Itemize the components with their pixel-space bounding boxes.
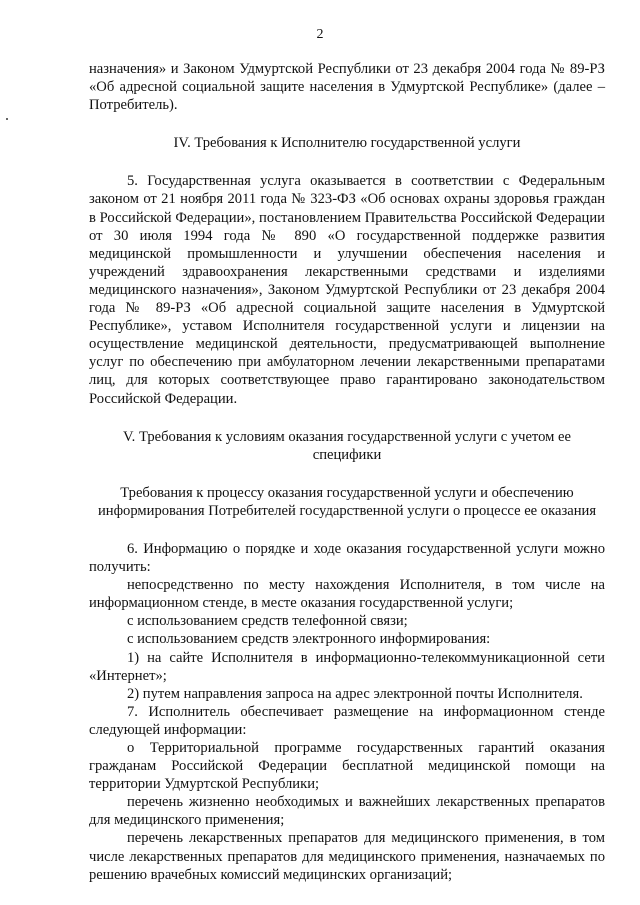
section-subheading: Требования к процессу оказания государственной услуги и обеспечению информирования Потребителей государственной услуги о процессе ее оказания (97, 484, 597, 519)
info-list-item-1: непосредственно по месту нахождения Исполнителя, в том числе на информационном стенде, в месте оказания государственной услуги; (89, 577, 605, 612)
info-list-item-3: с использованием средств электронного информирования: (127, 631, 491, 648)
info-list-item-2: с использованием средств телефонной связи; (127, 613, 408, 630)
section-heading-iv: IV. Требования к Исполнителю государственной услуги (173, 135, 521, 152)
paragraph-5: 5. Государственная услуга оказывается в соответствии с Федеральным законом от 21 ноября 2011 года № 323-ФЗ «Об основах охраны здоровья граждан в Российской Федерации», постановлением Правительства Российской Федерации от 30 июля 1994 года № 890 «О государственной поддержке развития медицинской промышленности и улучшении обеспечения населения и учреждений здравоохранения лекарственными средствами и изделиями медицинского назначения», Законом Удмуртской Республики от 23 декабря 2004 года № 89-РЗ «Об адресной социальной защите населения в Удмуртской Республике», уставом Исполнителя государственной услуги и лицензии на осуществление медицинской деятельности, предусматривающей выполнение услуг по обеспечению при амбулаторном лечении лекарственными препаратами лиц, для которых соответствующее право гарантировано законодательством Российской Федерации. (89, 173, 605, 407)
stand-info-item-1: о Территориальной программе государственных гарантий оказания гражданам Российской Федерации бесплатной медицинской помощи на территории Удмуртской Республики; (89, 740, 605, 793)
paragraph-7: 7. Исполнитель обеспечивает размещение на информационном стенде следующей информации: (89, 703, 605, 738)
document-content (89, 60, 605, 884)
info-sublist-item-1: 1) на сайте Исполнителя в информационно-телекоммуникационной сети «Интернет»; (89, 649, 605, 684)
stand-info-item-2: перечень жизненно необходимых и важнейших лекарственных препаратов для медицинского применения; (89, 794, 605, 829)
page-number: 2 (316, 27, 324, 42)
paragraph-6: 6. Информацию о порядке и ходе оказания государственной услуги можно получить: (89, 540, 605, 576)
scan-mark (6, 118, 8, 120)
section-heading-v: V. Требования к условиям оказания государственной услуги с учетом ее специфики (123, 428, 571, 463)
info-sublist-item-2: 2) путем направления запроса на адрес электронной почты Исполнителя. (127, 685, 583, 702)
intro-paragraph: назначения» и Законом Удмуртской Республики от 23 декабря 2004 года № 89-РЗ «Об адресной социальной защите населения в Удмуртской Республике» (далее – Потребитель). (89, 61, 605, 114)
stand-info-item-3: перечень лекарственных препаратов для медицинского применения, в том числе лекарственных препаратов для медицинского применения, назначаемых по решению врачебных комиссий медицинских организаций; (89, 830, 605, 883)
